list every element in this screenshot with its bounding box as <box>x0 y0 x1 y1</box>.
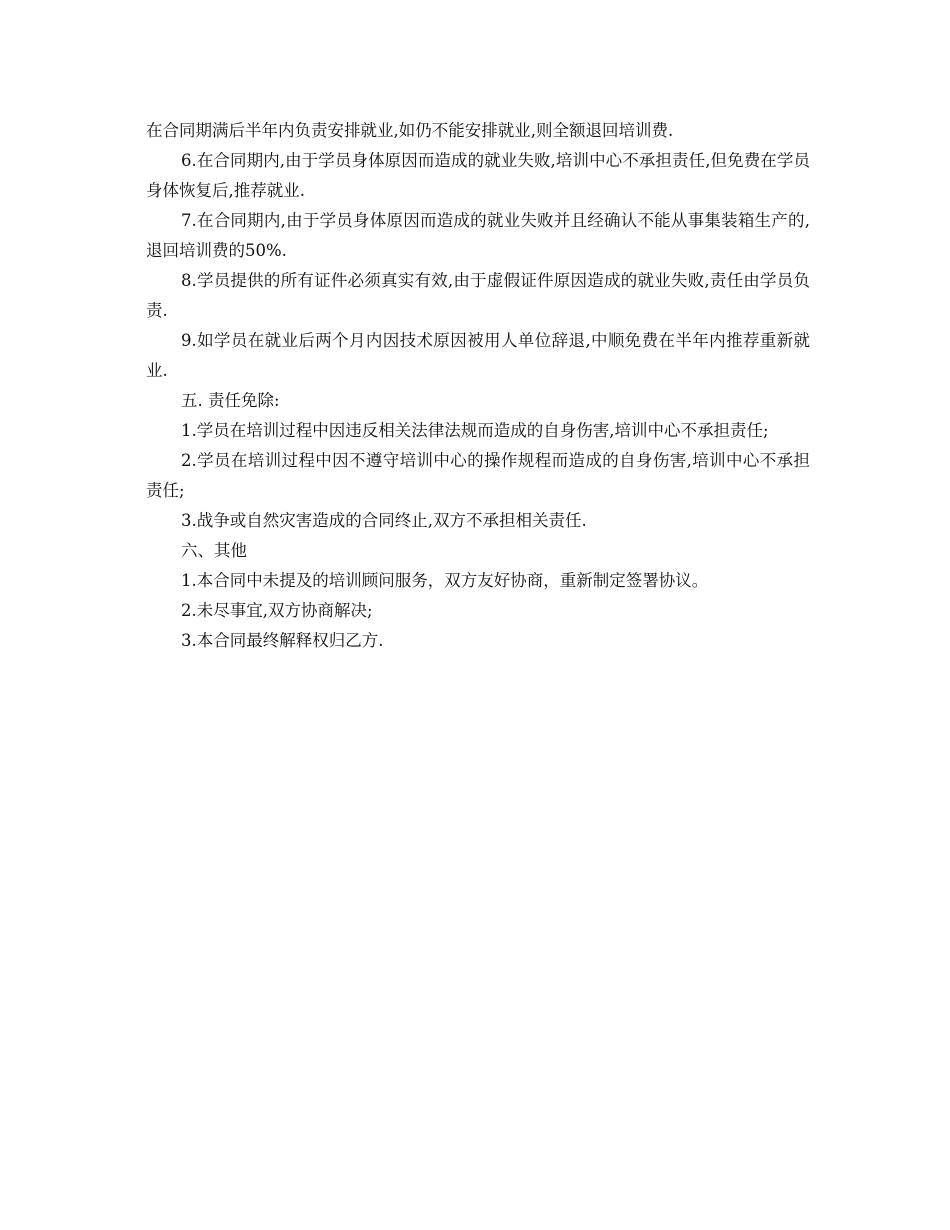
other-clause-1: 1.本合同中未提及的培训顾问服务，双方友好协商，重新制定签署协议。 <box>181 571 709 590</box>
document-body <box>146 116 810 656</box>
clause-7: 7.在合同期内,由于学员身体原因而造成的就业失败并且经确认不能从事集装箱生产的,退回培训费的50%. <box>146 211 810 260</box>
section-heading-liability-exemption: 五. 责任免除: <box>181 391 280 410</box>
clause-9: 9.如学员在就业后两个月内因技术原因被用人单位辞退,中顺免费在半年内推荐重新就业. <box>146 331 810 380</box>
other-clause-2: 2.未尽事宜,双方协商解决; <box>181 601 373 620</box>
clause-8: 8.学员提供的所有证件必须真实有效,由于虚假证件原因造成的就业失败,责任由学员负责. <box>146 271 810 320</box>
section-heading-other: 六、其他 <box>181 541 247 560</box>
other-clause-3: 3.本合同最终解释权归乙方. <box>181 631 384 650</box>
exemption-clause-3: 3.战争或自然灾害造成的合同终止,双方不承担相关责任. <box>181 511 587 530</box>
paragraph-continuation: 在合同期满后半年内负责安排就业,如仍不能安排就业,则全额退回培训费. <box>146 121 674 140</box>
exemption-clause-2: 2.学员在培训过程中因不遵守培训中心的操作规程而造成的自身伤害,培训中心不承担责任; <box>146 451 810 500</box>
clause-6: 6.在合同期内,由于学员身体原因而造成的就业失败,培训中心不承担责任,但免费在学员身体恢复后,推荐就业. <box>146 151 810 200</box>
exemption-clause-1: 1.学员在培训过程中因违反相关法律法规而造成的自身伤害,培训中心不承担责任; <box>181 421 769 440</box>
